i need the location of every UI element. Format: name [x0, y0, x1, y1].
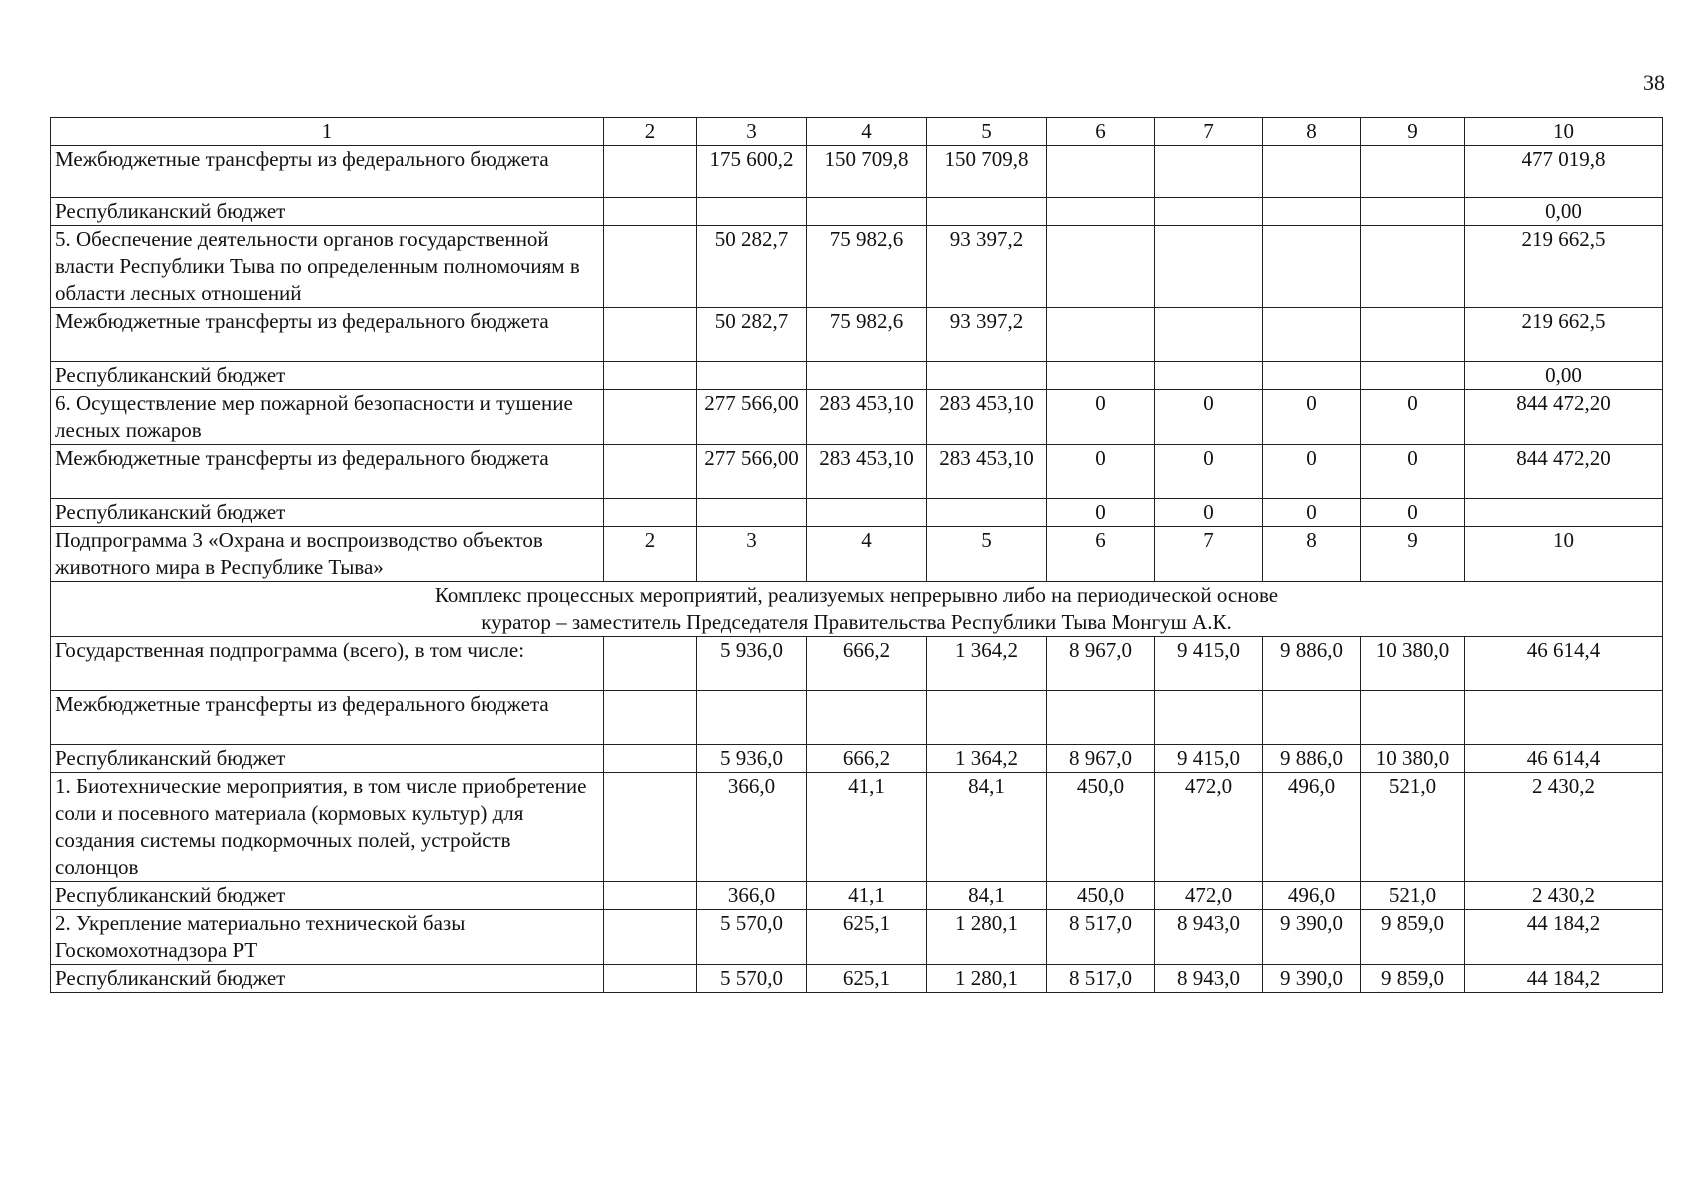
- table-cell: [1361, 226, 1465, 308]
- table-row: [51, 773, 1663, 882]
- table-cell: [1263, 308, 1361, 362]
- table-cell: [1155, 308, 1263, 362]
- table-cell: 41,1: [807, 773, 927, 882]
- table-cell: 4: [807, 527, 927, 582]
- row-label: 6. Осуществление мер пожарной безопасности и тушение лесных пожаров: [51, 390, 604, 445]
- table-cell: 1 280,1: [927, 910, 1047, 965]
- row-label: Республиканский бюджет: [51, 362, 604, 390]
- table-cell: 283 453,10: [927, 445, 1047, 499]
- table-cell: 0,00: [1465, 362, 1663, 390]
- column-header-6: 6: [1047, 118, 1155, 146]
- table-row: [51, 882, 1663, 910]
- table-row: [51, 910, 1663, 965]
- table-cell: 666,2: [807, 637, 927, 691]
- table-cell: 7: [1155, 527, 1263, 582]
- column-header-5: 5: [927, 118, 1047, 146]
- table-cell: 625,1: [807, 965, 927, 993]
- table-cell: [604, 773, 697, 882]
- table-cell: [927, 691, 1047, 745]
- table-cell: 75 982,6: [807, 226, 927, 308]
- table-cell: [1361, 198, 1465, 226]
- table-cell: 8 967,0: [1047, 745, 1155, 773]
- table-cell: 10 380,0: [1361, 745, 1465, 773]
- table-cell: 84,1: [927, 882, 1047, 910]
- table-cell: [604, 499, 697, 527]
- table-cell: [1155, 146, 1263, 198]
- table-cell: 0: [1361, 445, 1465, 499]
- column-header-9: 9: [1361, 118, 1465, 146]
- column-header-2: 2: [604, 118, 697, 146]
- table-cell: 10 380,0: [1361, 637, 1465, 691]
- table-cell: 8 943,0: [1155, 965, 1263, 993]
- table-cell: [1361, 691, 1465, 745]
- table-cell: 521,0: [1361, 773, 1465, 882]
- table-cell: 50 282,7: [697, 308, 807, 362]
- column-header-1: 1: [51, 118, 604, 146]
- table-cell: 46 614,4: [1465, 745, 1663, 773]
- table-cell: 477 019,8: [1465, 146, 1663, 198]
- column-header-10: 10: [1465, 118, 1663, 146]
- table-cell: 5 570,0: [697, 910, 807, 965]
- table-row: [51, 691, 1663, 745]
- table-cell: 277 566,00: [697, 390, 807, 445]
- table-cell: [927, 362, 1047, 390]
- table-cell: 844 472,20: [1465, 390, 1663, 445]
- table-cell: 50 282,7: [697, 226, 807, 308]
- column-header-3: 3: [697, 118, 807, 146]
- table-cell: [807, 691, 927, 745]
- row-label: Республиканский бюджет: [51, 198, 604, 226]
- table-cell: [604, 691, 697, 745]
- table-cell: 9 859,0: [1361, 910, 1465, 965]
- row-label: Государственная подпрограмма (всего), в том числе:: [51, 637, 604, 691]
- table-cell: 0: [1263, 390, 1361, 445]
- table-cell: 277 566,00: [697, 445, 807, 499]
- table-cell: [1047, 198, 1155, 226]
- table-cell: 9 415,0: [1155, 745, 1263, 773]
- table-cell: 283 453,10: [807, 390, 927, 445]
- table-cell: 366,0: [697, 773, 807, 882]
- table-cell: 0: [1263, 445, 1361, 499]
- table-cell: [1047, 362, 1155, 390]
- row-label: 2. Укрепление материально технической базы Госкомохотнадзора РТ: [51, 910, 604, 965]
- table-cell: 5 570,0: [697, 965, 807, 993]
- table-cell: 9: [1361, 527, 1465, 582]
- table-cell: [1361, 362, 1465, 390]
- table-cell: [604, 198, 697, 226]
- table-cell: 0: [1155, 499, 1263, 527]
- table-cell: [1465, 691, 1663, 745]
- table-cell: 41,1: [807, 882, 927, 910]
- table-row: [51, 198, 1663, 226]
- table-cell: 8: [1263, 527, 1361, 582]
- table-cell: [604, 745, 697, 773]
- table-row: [51, 965, 1663, 993]
- table-cell: 84,1: [927, 773, 1047, 882]
- table-cell: [1263, 226, 1361, 308]
- table-cell: [697, 499, 807, 527]
- table-cell: [807, 198, 927, 226]
- row-label: Межбюджетные трансферты из федерального бюджета: [51, 691, 604, 745]
- table-row: [51, 499, 1663, 527]
- table-row: [51, 226, 1663, 308]
- table-cell: 10: [1465, 527, 1663, 582]
- table-cell: 0: [1155, 445, 1263, 499]
- table-cell: 219 662,5: [1465, 226, 1663, 308]
- table-cell: 625,1: [807, 910, 927, 965]
- table-cell: [1263, 198, 1361, 226]
- section-band-row: [51, 582, 1663, 637]
- table-cell: 8 943,0: [1155, 910, 1263, 965]
- table-cell: 9 886,0: [1263, 745, 1361, 773]
- table-cell: 0: [1047, 499, 1155, 527]
- table-row: [51, 745, 1663, 773]
- table-cell: 0: [1263, 499, 1361, 527]
- table-cell: 496,0: [1263, 882, 1361, 910]
- table-cell: [1155, 226, 1263, 308]
- table-cell: 496,0: [1263, 773, 1361, 882]
- table-cell: [604, 965, 697, 993]
- table-cell: 0: [1047, 445, 1155, 499]
- table-cell: 8 967,0: [1047, 637, 1155, 691]
- table-cell: [1047, 146, 1155, 198]
- table-cell: [604, 226, 697, 308]
- table-row: [51, 308, 1663, 362]
- column-header-4: 4: [807, 118, 927, 146]
- row-label: Республиканский бюджет: [51, 965, 604, 993]
- table-cell: 0,00: [1465, 198, 1663, 226]
- table-row: [51, 527, 1663, 582]
- table-cell: 150 709,8: [927, 146, 1047, 198]
- table-cell: 0: [1361, 499, 1465, 527]
- row-label: Подпрограмма 3 «Охрана и воспроизводство объектов животного мира в Республике Тыва»: [51, 527, 604, 582]
- table-row: [51, 390, 1663, 445]
- table-cell: [697, 362, 807, 390]
- table-cell: [1465, 499, 1663, 527]
- table-header-row: [51, 118, 1663, 146]
- table-cell: 75 982,6: [807, 308, 927, 362]
- table-cell: 9 390,0: [1263, 910, 1361, 965]
- table-cell: 666,2: [807, 745, 927, 773]
- table-cell: 2: [604, 527, 697, 582]
- table-cell: [1155, 362, 1263, 390]
- table-cell: [604, 146, 697, 198]
- table-cell: 521,0: [1361, 882, 1465, 910]
- table-cell: [1361, 308, 1465, 362]
- section-band: [51, 582, 1663, 637]
- row-label: Республиканский бюджет: [51, 745, 604, 773]
- table-cell: 93 397,2: [927, 226, 1047, 308]
- row-label: 1. Биотехнические мероприятия, в том числе приобретение соли и посевного материала (кормовых культур) для создания системы подкормочных полей, устройств солонцов: [51, 773, 604, 882]
- table-cell: [1155, 198, 1263, 226]
- row-label: Межбюджетные трансферты из федерального бюджета: [51, 308, 604, 362]
- table-cell: 1 280,1: [927, 965, 1047, 993]
- table-cell: [1155, 691, 1263, 745]
- table-cell: 5 936,0: [697, 637, 807, 691]
- table-cell: [1047, 308, 1155, 362]
- table-cell: [1361, 146, 1465, 198]
- table-cell: [1263, 362, 1361, 390]
- table-cell: [697, 198, 807, 226]
- table-cell: 366,0: [697, 882, 807, 910]
- table-row: [51, 146, 1663, 198]
- row-label: Республиканский бюджет: [51, 882, 604, 910]
- table-cell: 44 184,2: [1465, 910, 1663, 965]
- table-cell: 2 430,2: [1465, 773, 1663, 882]
- table-cell: [807, 499, 927, 527]
- row-label: Межбюджетные трансферты из федерального бюджета: [51, 146, 604, 198]
- table-cell: 8 517,0: [1047, 965, 1155, 993]
- table-cell: 472,0: [1155, 773, 1263, 882]
- table-row: [51, 637, 1663, 691]
- row-label: Республиканский бюджет: [51, 499, 604, 527]
- table-cell: 219 662,5: [1465, 308, 1663, 362]
- table-cell: [604, 637, 697, 691]
- table-cell: 46 614,4: [1465, 637, 1663, 691]
- table-cell: 150 709,8: [807, 146, 927, 198]
- budget-table: [50, 117, 1663, 993]
- table-cell: [1263, 146, 1361, 198]
- column-header-7: 7: [1155, 118, 1263, 146]
- table-row: [51, 362, 1663, 390]
- table-cell: 93 397,2: [927, 308, 1047, 362]
- table-cell: [604, 308, 697, 362]
- table-cell: 6: [1047, 527, 1155, 582]
- table-cell: 1 364,2: [927, 637, 1047, 691]
- table-cell: 5: [927, 527, 1047, 582]
- table-cell: [604, 390, 697, 445]
- table-cell: 2 430,2: [1465, 882, 1663, 910]
- table-cell: 9 390,0: [1263, 965, 1361, 993]
- table-cell: 450,0: [1047, 773, 1155, 882]
- table-cell: [927, 499, 1047, 527]
- table-cell: [697, 691, 807, 745]
- table-cell: 8 517,0: [1047, 910, 1155, 965]
- table-cell: 44 184,2: [1465, 965, 1663, 993]
- table-cell: 283 453,10: [927, 390, 1047, 445]
- table-cell: 0: [1047, 390, 1155, 445]
- table-cell: 9 859,0: [1361, 965, 1465, 993]
- table-cell: 0: [1361, 390, 1465, 445]
- row-label: 5. Обеспечение деятельности органов государственной власти Республики Тыва по определенным полномочиям в области лесных отношений: [51, 226, 604, 308]
- table-row: [51, 445, 1663, 499]
- table-cell: [604, 910, 697, 965]
- table-cell: 3: [697, 527, 807, 582]
- table-cell: [604, 362, 697, 390]
- table-cell: 1 364,2: [927, 745, 1047, 773]
- page-number: 38: [1643, 70, 1665, 95]
- table-cell: 0: [1155, 390, 1263, 445]
- table-cell: 450,0: [1047, 882, 1155, 910]
- table-cell: 9 415,0: [1155, 637, 1263, 691]
- table-cell: [604, 445, 697, 499]
- table-cell: 5 936,0: [697, 745, 807, 773]
- band-line-2: куратор – заместитель Председателя Правительства Республики Тыва Монгуш А.К.: [481, 610, 1232, 634]
- row-label: Межбюджетные трансферты из федерального бюджета: [51, 445, 604, 499]
- table-cell: 844 472,20: [1465, 445, 1663, 499]
- table-cell: [1263, 691, 1361, 745]
- column-header-8: 8: [1263, 118, 1361, 146]
- table-cell: [1047, 691, 1155, 745]
- table-cell: 175 600,2: [697, 146, 807, 198]
- table-cell: [1047, 226, 1155, 308]
- table-cell: [604, 882, 697, 910]
- table-cell: [807, 362, 927, 390]
- table-cell: [927, 198, 1047, 226]
- table-cell: 472,0: [1155, 882, 1263, 910]
- band-line-1: Комплекс процессных мероприятий, реализуемых непрерывно либо на периодической основе: [434, 583, 1279, 607]
- table-cell: 283 453,10: [807, 445, 927, 499]
- table-cell: 9 886,0: [1263, 637, 1361, 691]
